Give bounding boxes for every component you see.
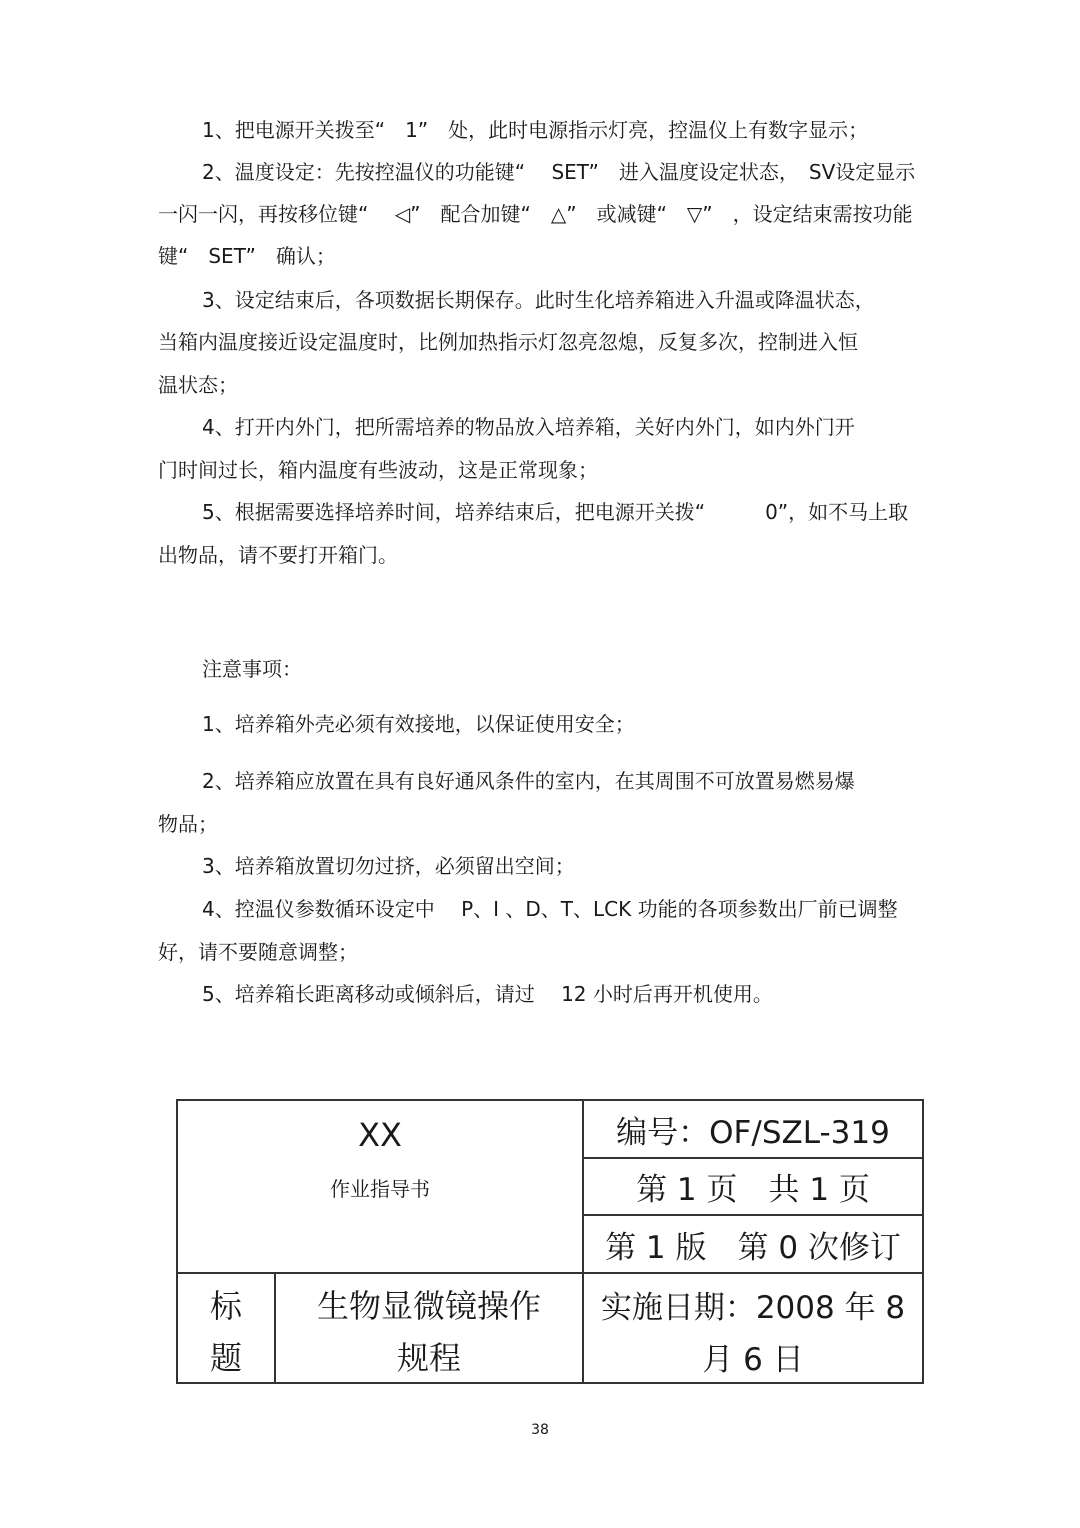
instruction-line-9: 门时间过长，箱内温度有些波动，这是正常现象； — [158, 458, 598, 482]
instruction-line-1: 1、把电源开关拨至“ 1” 处，此时电源指示灯亮，控温仪上有数字显示； — [202, 118, 869, 142]
instruction-line-5: 3、设定结束后，各项数据长期保存。此时生化培养箱进入升温或降温状态， — [202, 288, 875, 312]
note-line-5: 4、控温仪参数循环设定中 P、I 、D、T、LCK 功能的各项参数出厂前已调整 — [202, 897, 898, 921]
note-line-3: 物品； — [158, 812, 218, 836]
instruction-line-3: 一闪一闪，再按移位键“ ◁” 配合加键“ △” 或减键“ ▽” ，设定结束需按功能 — [158, 202, 913, 226]
note-line-1: 1、培养箱外壳必须有效接地，以保证使用安全； — [202, 712, 635, 736]
document-code: 编号：OF/SZL-319 — [616, 1114, 890, 1151]
effective-date-line-2: 月 6 日 — [702, 1341, 804, 1378]
instruction-line-4: 键“ SET” 确认； — [158, 244, 336, 268]
instruction-line-7: 温状态； — [158, 373, 238, 397]
table-divider-title-row — [178, 1272, 922, 1274]
document-info-table — [176, 1099, 924, 1384]
company-name: XX — [358, 1116, 402, 1154]
document-title-line-2: 规程 — [396, 1339, 461, 1377]
instruction-line-8: 4、打开内外门，把所需培养的物品放入培养箱，关好内外门，如内外门开 — [202, 415, 855, 439]
effective-date-line-1: 实施日期：2008 年 8 — [600, 1289, 906, 1326]
page-count: 第 1 页 共 1 页 — [636, 1172, 870, 1208]
instruction-line-2: 2、温度设定：先按控温仪的功能键“ SET” 进入温度设定状态， SV设定显示 — [202, 160, 916, 184]
note-line-6: 好，请不要随意调整； — [158, 940, 358, 964]
title-label-top: 标 — [209, 1287, 242, 1325]
instruction-line-6: 当箱内温度接近设定温度时，比例加热指示灯忽亮忽熄，反复多次，控制进入恒 — [158, 330, 858, 354]
note-line-4: 3、培养箱放置切勿过挤，必须留出空间； — [202, 854, 575, 878]
title-label-bottom: 题 — [209, 1339, 242, 1377]
notes-heading: 注意事项： — [202, 657, 302, 681]
document-title-line-1: 生物显微镜操作 — [316, 1287, 541, 1325]
instruction-line-11: 出物品，请不要打开箱门。 — [158, 543, 398, 567]
note-line-7: 5、培养箱长距离移动或倾斜后，请过 12 小时后再开机使用。 — [202, 982, 773, 1006]
revision-info: 第 1 版 第 0 次修订 — [605, 1229, 901, 1266]
document-type: 作业指导书 — [330, 1176, 430, 1201]
page-number: 38 — [531, 1422, 549, 1438]
note-line-2: 2、培养箱应放置在具有良好通风条件的室内，在其周围不可放置易燃易爆 — [202, 769, 855, 793]
instruction-line-10: 5、根据需要选择培养时间，培养结束后，把电源开关拨“ 0”，如不马上取 — [202, 500, 909, 524]
